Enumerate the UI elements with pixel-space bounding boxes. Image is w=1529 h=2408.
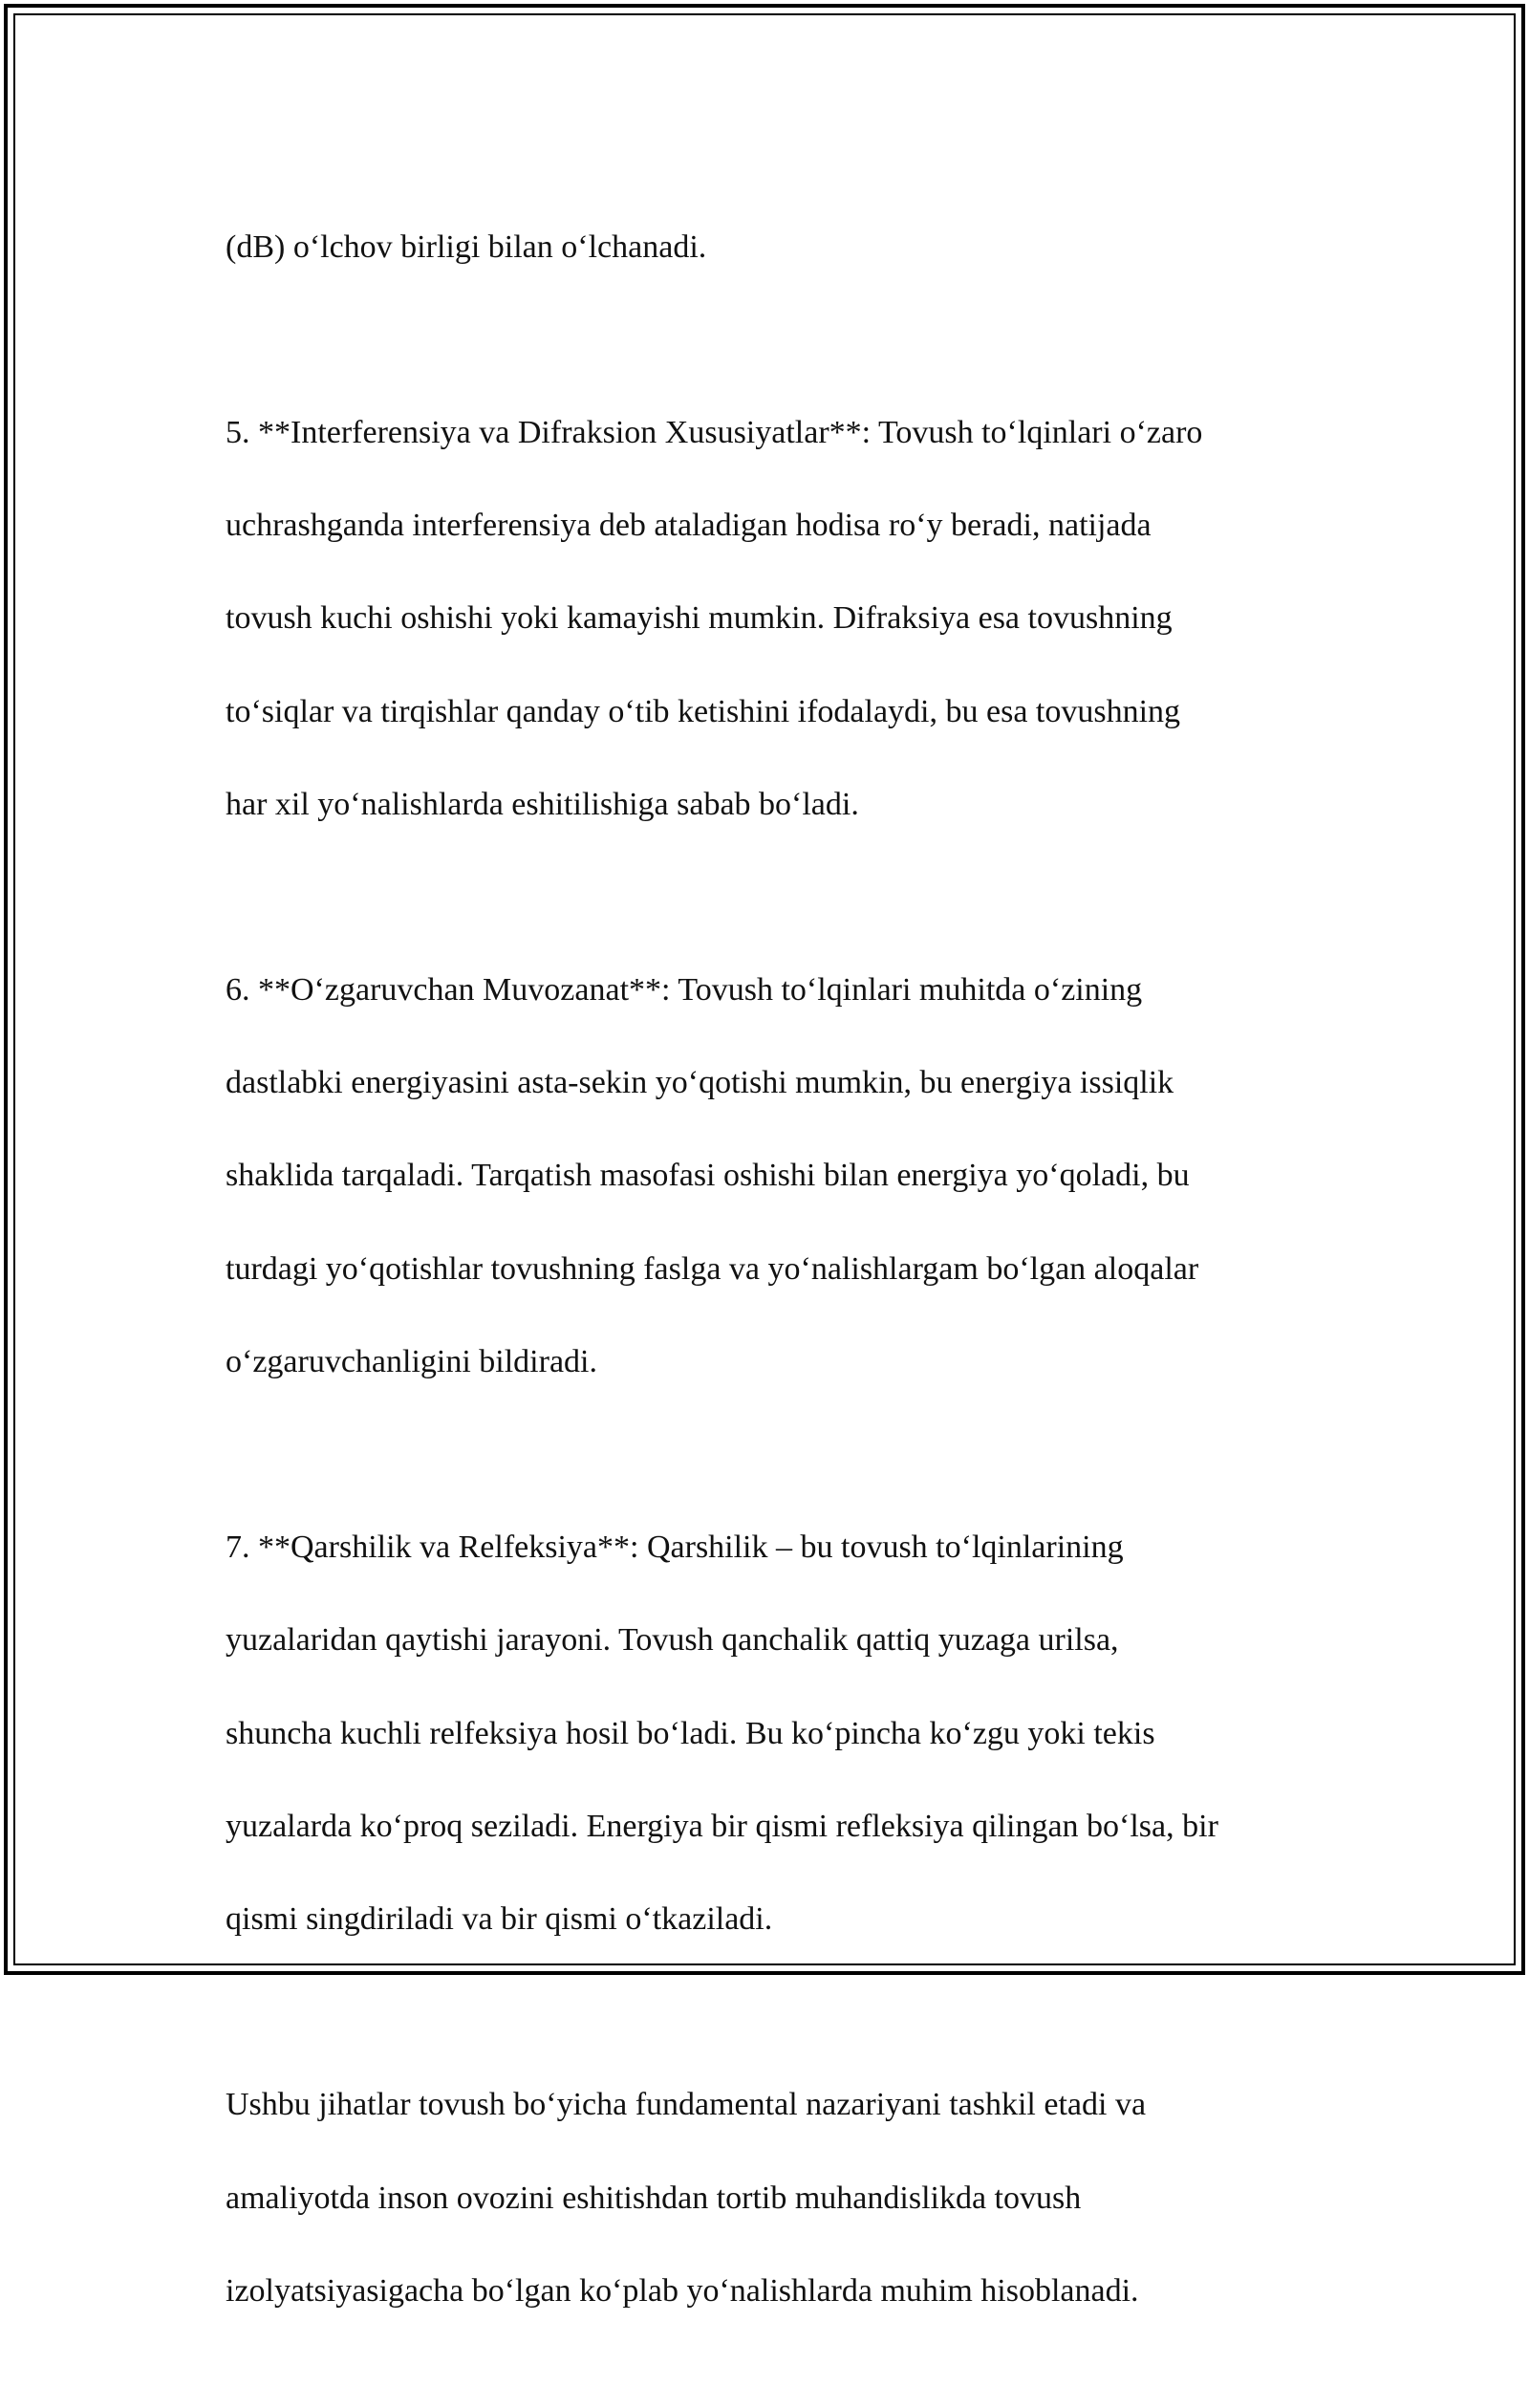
text-line: 5. **Interferensiya va Difraksion Xususiyatlar**: Tovush to‘lqinlari o‘zaro [226, 414, 1203, 450]
text-line: qismi singdiriladi va bir qismi o‘tkaziladi. [226, 1900, 773, 1937]
text-line: amaliyotda inson ovozini eshitishdan tortib muhandislikda tovush [226, 2180, 1082, 2216]
text-line: turdagi yo‘qotishlar tovushning faslga va yo‘nalishlargam bo‘lgan aloqalar [226, 1250, 1199, 1287]
text-line: yuzalarda ko‘proq seziladi. Energiya bir qismi refleksiya qilingan bo‘lsa, bir [226, 1808, 1218, 1844]
text-line: shaklida tarqaladi. Tarqatish masofasi oshishi bilan energiya yo‘qoladi, bu [226, 1158, 1190, 1194]
paragraph-conclusion [226, 2036, 1315, 2361]
text-line: dastlabki energiyasini asta-sekin yo‘qotishi mumkin, bu energiya issiqlik [226, 1065, 1174, 1101]
paragraph-decibel-continuation [226, 178, 1315, 317]
text-line: 7. **Qarshilik va Relfeksiya**: Qarshilik – bu tovush to‘lqinlarining [226, 1529, 1124, 1566]
paragraph-interference-diffraction [226, 363, 1315, 875]
text-line: har xil yo‘nalishlarda eshitilishiga sabab bo‘ladi. [226, 786, 859, 822]
text-line: o‘zgaruvchanligini bildiradi. [226, 1343, 597, 1379]
text-line: yuzalaridan qaytishi jarayoni. Tovush qanchalik qattiq yuzaga urilsa, [226, 1622, 1119, 1659]
text-line: izolyatsiyasigacha bo‘lgan ko‘plab yo‘nalishlarda muhim hisoblanadi. [226, 2272, 1139, 2309]
paragraph-resistance-reflection [226, 1479, 1315, 1990]
document-body [226, 178, 1315, 2408]
text-line: shuncha kuchli relfeksiya hosil bo‘ladi. Bu ko‘pincha ko‘zgu yoki tekis [226, 1715, 1155, 1751]
text-line: Ushbu jihatlar tovush bo‘yicha fundamental nazariyani tashkil etadi va [226, 2087, 1147, 2123]
paragraph-variable-equilibrium [226, 922, 1315, 1433]
text-line: (dB) o‘lchov birligi bilan o‘lchanadi. [226, 228, 707, 265]
text-line: tovush kuchi oshishi yoki kamayishi mumkin. Difraksiya esa tovushning [226, 600, 1173, 637]
text-line: 6. **O‘zgaruvchan Muvozanat**: Tovush to‘lqinlari muhitda o‘zining [226, 972, 1143, 1009]
text-line: to‘siqlar va tirqishlar qanday o‘tib ketishini ifodalaydi, bu esa tovushning [226, 693, 1181, 729]
text-line: uchrashganda interferensiya deb ataladigan hodisa ro‘y beradi, natijada [226, 508, 1152, 544]
